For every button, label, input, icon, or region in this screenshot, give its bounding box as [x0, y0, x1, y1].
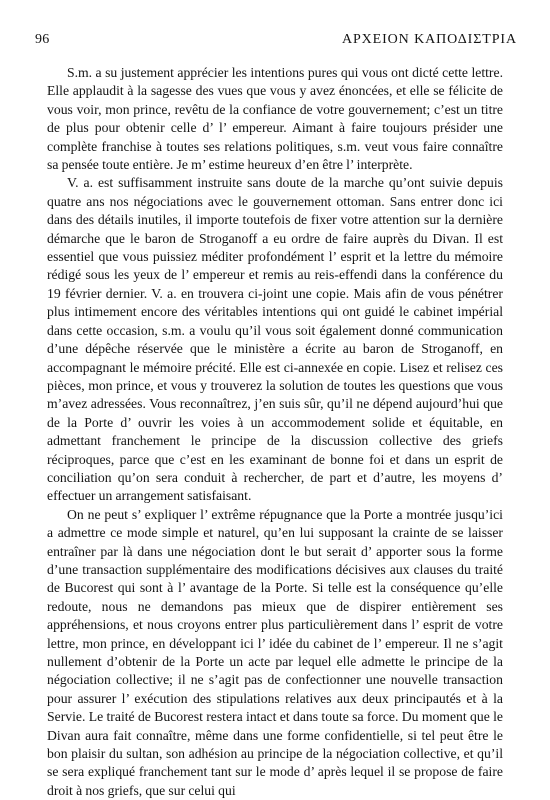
paragraph: S.m. a su justement apprécier les intentions pures qui vous ont dicté cette lettre. Elle applaudit à la sagesse des vues que vous y avez énoncées, et elle se félicite de vous voir, mon prince, revêtu de la confiance de votre gouvernement; c’est un titre de plus pour obtenir celle d’ l’ empereur. Aimant à faire toujours présider une complète franchise à toutes ses relations politiques, s.m. veut vous faire connaître sa pensée toute entière. Je m’ estime heureux d’en être l’ interprète. [47, 65, 503, 173]
body-text [47, 64, 503, 800]
running-head [35, 30, 517, 50]
page-number: 96 [35, 32, 50, 47]
paragraph: On ne peut s’ expliquer l’ extrême répugnance que la Porte a montrée jusqu’ici a admettre ce mode simple et naturel, qu’en lui supposant la crainte de se laisser entraîner par là dans une négociation dont le but serait d’ apporter sous la forme d’une transaction supplémentaire des modifications décisives aux clauses du traité de Bucorest qui sont à l’ avantage de la Porte. Si telle est la conséquence qu’elle redoute, nous ne demandons pas mieux que de dispirer entièrement ses appréhensions, et nous croyons entrer plus particulièrement dans l’ esprit de votre lettre, mon prince, en développant ici l’ idée du cabinet de l’ empereur. Il ne s’agit nullement d’obtenir de la Porte un acte par lequel elle admette le principe de la négociation collective; il ne s’agit pas de confectionner une nouvelle transaction pour assurer l’ exécution des stipulations relatives aux deux principautés et à la Servie. Le traité de Bucorest restera intact et dans toute sa force. Du moment que le Divan aura fait connaître, même dans une forme confidentielle, si tel peut être le bon plaisir du sultan, son adhésion au principe de la négociation collective, et qu’il se sera expliqué franchement tant sur le mode d’ après lequel il se propose de faire droit à nos griefs, que sur celui qui [47, 506, 503, 798]
running-title: ΑΡΧΕΙΟΝ ΚΑΠΟΔΙΣΤΡΙΑ [341, 32, 517, 47]
paragraph: V. a. est suffisamment instruite sans doute de la marche qu’ont suivie depuis quatre ans nos négociations avec le gouvernement ottoman. Sans entrer donc ici dans des détails inutiles, il importe toutefois de fixer votre attention sur la dernière démarche que le baron de Stroganoff a eu ordre de faire auprès du Divan. Il est essentiel que vous puissiez méditer profondément l’ esprit et la lettre du mémoire rédigé sous les yeux de l’ empereur et remis au reis-effendi dans la conférence du 19 février dernier. V. a. en trouvera ci-joint une copie. Mais afin de vous pénétrer plus intimement encore des véritables intentions qui ont guidé le cabinet impérial dans cette occasion, s.m. a voulu qu’il vous soit également donné communication d’une dépêche réservée que le ministère a écrite au baron de Stroganoff, en accompagnant le mémoire précité. Elle est ci-annexée en copie. Lisez et relisez ces pièces, mon prince, et vous y trouverez la solution de toutes les questions que vous m’avez adressées. Vous reconnaîtrez, j’en suis sûr, qu’il ne dépend aujourd’hui que de la Porte d’ ouvrir les voies à un accommodement solide et équitable, en admettant franchement le principe de la discussion collective des griefs réciproques, parce que c’est en les examinant de bonne foi et dans un esprit de conciliation qu’on sera conduit à rechercher, de part et d’autre, les moyens d’ effectuer un arrangement satisfaisant. [47, 175, 503, 504]
